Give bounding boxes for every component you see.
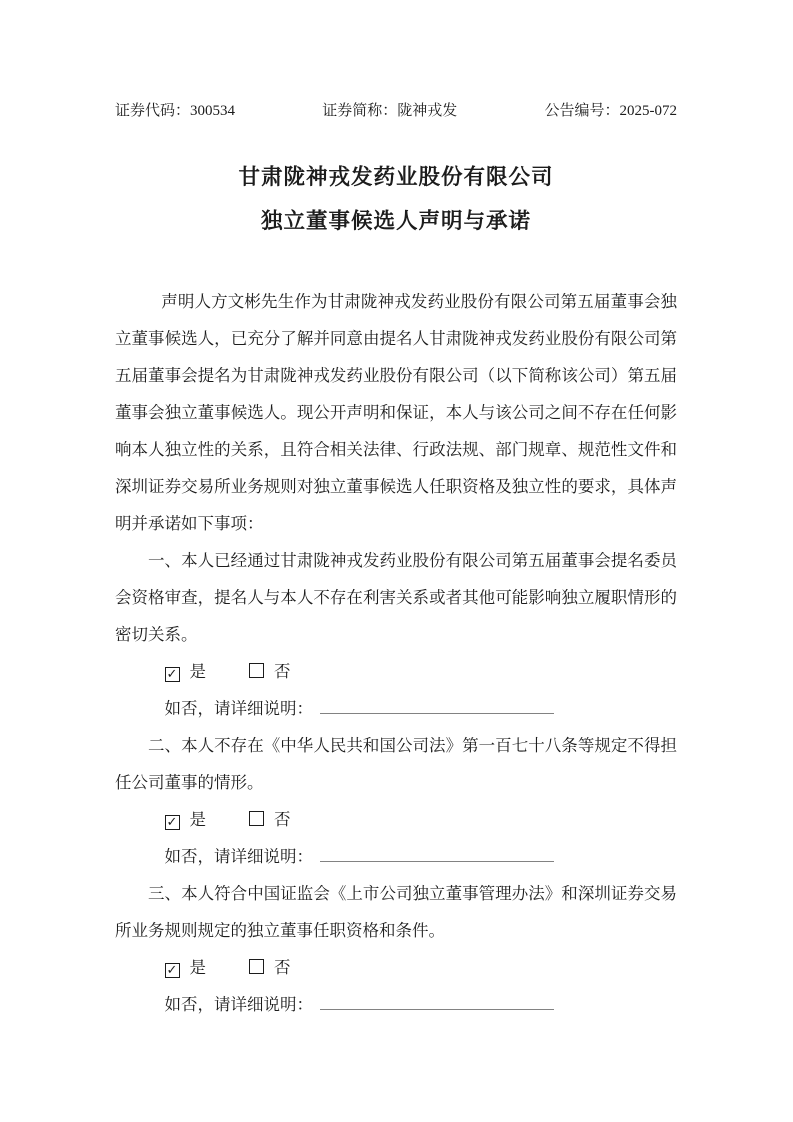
item-1-yes-checkbox[interactable]: ✓	[165, 667, 180, 682]
declaration-item-2	[115, 727, 677, 875]
item-2-yes-checkbox[interactable]: ✓	[165, 815, 180, 830]
declaration-item-3	[115, 875, 677, 1023]
item-1-check-row	[165, 653, 678, 690]
announcement-number-label: 公告编号：	[544, 103, 620, 119]
item-2-text: 二、本人不存在《中华人民共和国公司法》第一百七十八条等规定不得担任公司董事的情形。	[115, 736, 677, 792]
document-title	[115, 155, 677, 243]
intro-paragraph: 声明人方文彬先生作为甘肃陇神戎发药业股份有限公司第五届董事会独立董事候选人，已充分了解并同意由提名人甘肃陇神戎发药业股份有限公司第五届董事会提名为甘肃陇神戎发药业股份有限公司（以下简称该公司）第五届董事会独立董事候选人。现公开声明和保证，本人与该公司之间不存在任何影响本人独立性的关系，且符合相关法律、行政法规、部门规章、规范性文件和深圳证券交易所业务规则对独立董事候选人任职资格及独立性的要求，具体声明并承诺如下事项：	[115, 292, 677, 533]
stock-code-label: 证券代码：	[115, 103, 191, 119]
item-1-note-blank-line[interactable]	[320, 695, 554, 714]
item-3-text: 三、本人符合中国证监会《上市公司独立董事管理办法》和深圳证券交易所业务规则规定的独立董事任职资格和条件。	[115, 884, 677, 940]
item-3-note-label: 如否，请详细说明：	[164, 995, 313, 1014]
declaration-title: 独立董事候选人声明与承诺	[260, 209, 531, 233]
item-1-yes-label: 是	[189, 662, 206, 681]
announcement-number-value: 2025-072	[619, 103, 677, 119]
securities-header	[115, 100, 677, 122]
stock-name	[322, 100, 457, 122]
declaration-item-1	[115, 542, 677, 727]
stock-name-value: 陇神戎发	[397, 103, 458, 119]
item-1-note-label: 如否，请详细说明：	[164, 699, 313, 718]
item-3-note-row	[165, 986, 678, 1023]
stock-name-label: 证券简称：	[322, 103, 398, 119]
item-2-no-checkbox[interactable]	[249, 811, 264, 826]
item-2-note-label: 如否，请详细说明：	[164, 847, 313, 866]
item-1-no-label: 否	[274, 662, 291, 681]
item-2-note-row	[165, 838, 678, 875]
item-3-note-blank-line[interactable]	[320, 991, 554, 1010]
item-3-yes-checkbox[interactable]: ✓	[165, 963, 180, 978]
announcement-number	[544, 100, 677, 122]
item-3-yes-label: 是	[189, 958, 206, 977]
company-name-title: 甘肃陇神戎发药业股份有限公司	[238, 165, 554, 189]
item-2-check-row	[165, 801, 678, 838]
stock-code	[115, 100, 235, 122]
item-3-no-checkbox[interactable]	[249, 959, 264, 974]
item-3-check-row	[165, 949, 678, 986]
item-2-yes-label: 是	[189, 810, 206, 829]
stock-code-value: 300534	[190, 103, 236, 119]
item-1-text: 一、本人已经通过甘肃陇神戎发药业股份有限公司第五届董事会提名委员会资格审查，提名人与本人不存在利害关系或者其他可能影响独立履职情形的密切关系。	[115, 551, 677, 644]
document-content	[115, 0, 677, 1023]
item-1-no-checkbox[interactable]	[249, 663, 264, 678]
document-body	[115, 283, 677, 1023]
item-2-note-blank-line[interactable]	[320, 843, 554, 862]
item-1-note-row	[165, 690, 678, 727]
item-3-no-label: 否	[274, 958, 291, 977]
item-2-no-label: 否	[274, 810, 291, 829]
